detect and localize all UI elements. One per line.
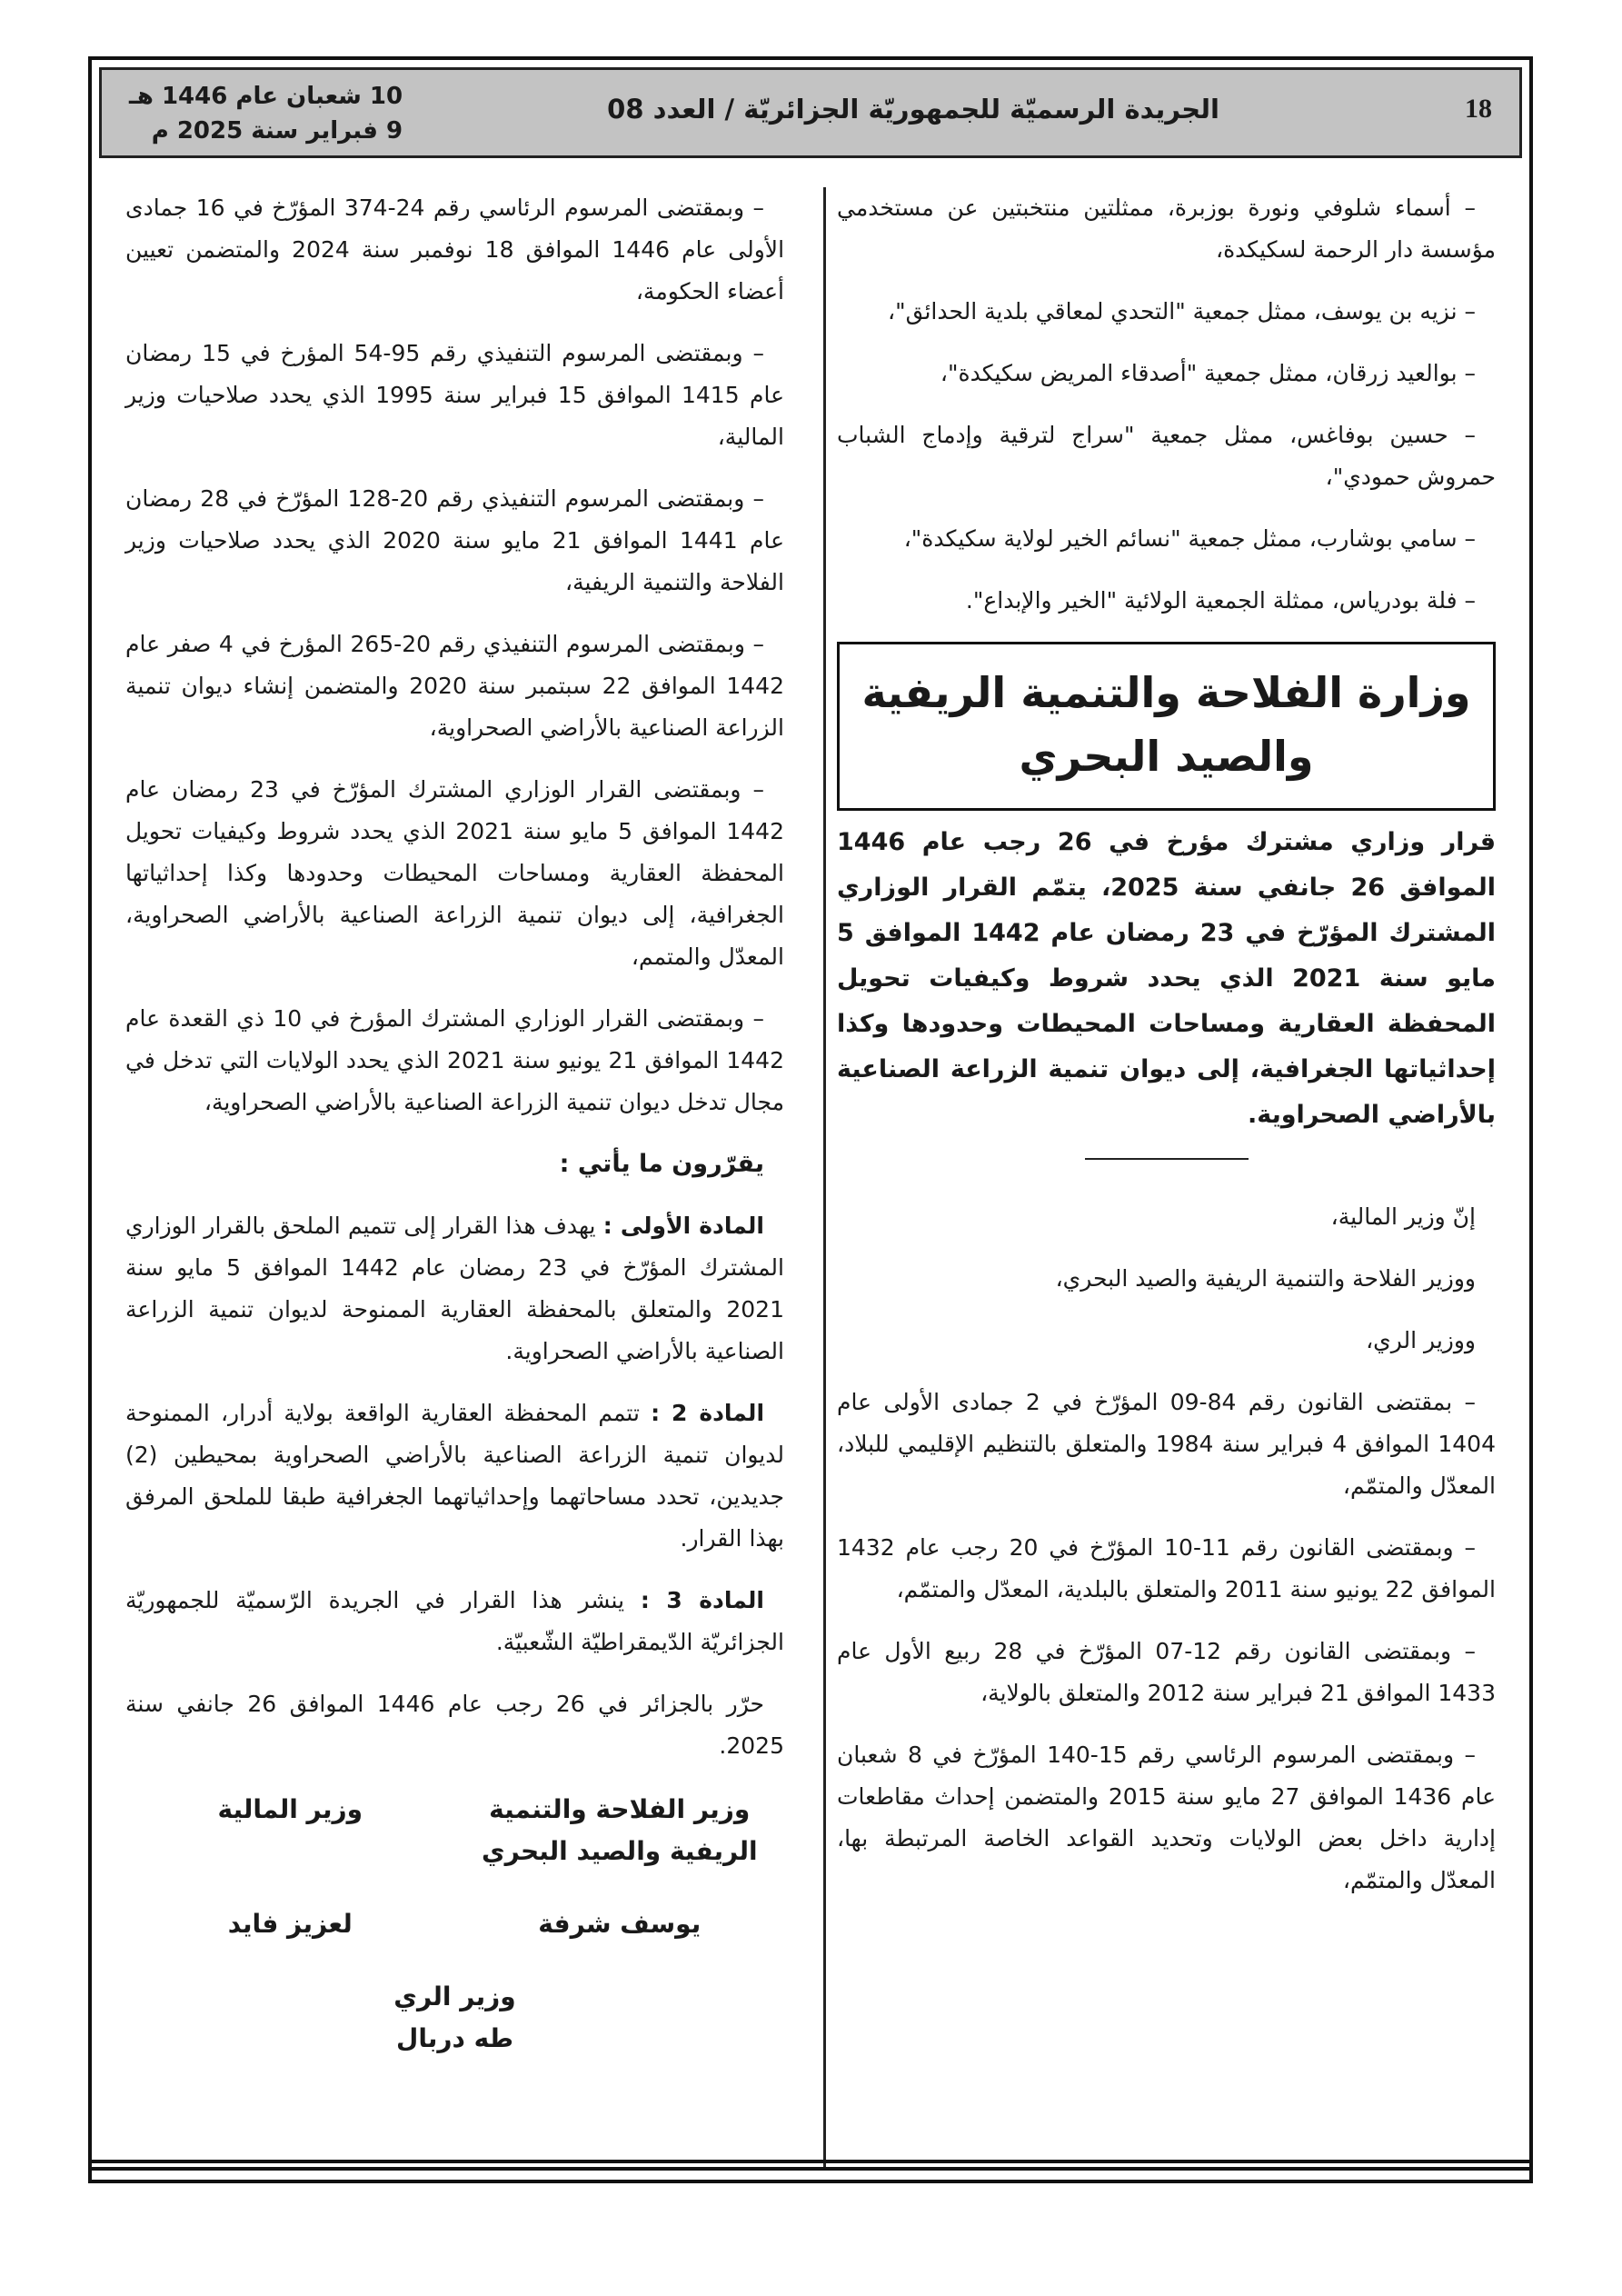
article-label: المادة الأولى :: [602, 1213, 764, 1239]
preamble-item: – وبمقتضى القرار الوزاري المشترك المؤرخ في 10 ذي القعدة عام 1442 الموافق 21 يونيو سنة 2021 الذي يحدد الولايات التي تدخل في مجال تدخل ديوان تنمية الزراعة الصناعية بالأراضي الصحراوية،: [125, 1005, 784, 1115]
water-minister-title: وزير الري: [393, 1982, 516, 2011]
column-divider: [823, 187, 826, 2169]
preamble-item: – وبمقتضى القانون رقم 11-10 المؤرّخ في 20 رجب عام 1432 الموافق 22 يونيو سنة 2011 والمتعلق بالبلدية، المعدّل والمتمّم،: [837, 1534, 1496, 1602]
date-gregorian: 9 فبراير سنة 2025 م: [151, 117, 403, 145]
preamble-item: إنّ وزير المالية،: [1330, 1203, 1476, 1230]
page-frame: [88, 56, 1533, 2183]
date-hijri: 10 شعبان عام 1446 هـ: [129, 83, 403, 110]
left-column: [125, 187, 784, 2060]
article-label: المادة 2 :: [651, 1400, 765, 1426]
issue-date: [129, 79, 403, 148]
closing-statement: حرّر بالجزائر في 26 رجب عام 1446 الموافق 26 جانفي سنة 2025.: [125, 1691, 784, 1759]
signatures: [125, 1789, 784, 2060]
finance-minister-name: لعزيز فايد: [227, 1909, 353, 1939]
member-item: – فلة بودرياس، ممثلة الجمعية الولائية "الخير والإبداع".: [965, 587, 1476, 614]
member-item: – نزيه بن يوسف، ممثل جمعية "التحدي لمعاقي بلدية الحدائق"،: [888, 298, 1476, 324]
gazette-title: الجريدة الرسميّة للجمهوريّة الجزائريّة / العدد 08: [607, 94, 1219, 125]
article: [125, 1205, 784, 1373]
finance-minister-title: وزير المالية: [217, 1794, 363, 1824]
article-text: ينشر هذا القرار في الجريدة الرّسميّة للجمهوريّة الجزائريّة الدّيمقراطيّة الشّعبيّة.: [125, 1587, 784, 1655]
article-text: يهدف هذا القرار إلى تتميم الملحق بالقرار الوزاري المشترك المؤرّخ في 23 رمضان عام 1442 الموافق 5 مايو سنة 2021 والمتعلق بالمحفظة العقارية الممنوحة لديوان تنمية الزراعة الصناعية بالأراضي الصحراوية.: [125, 1213, 784, 1364]
water-minister: [125, 1976, 784, 2060]
preamble-item: ووزير الفلاحة والتنمية الريفية والصيد البحري،: [1055, 1265, 1476, 1292]
preamble-item: – وبمقتضى القرار الوزاري المشترك المؤرّخ في 23 رمضان عام 1442 الموافق 5 مايو سنة 2021 الذي يحدد شروط وكيفيات تحويل المحفظة العقارية ومساحات المحيطات وحدودها وكذا إحداثياتها الجغرافية، إلى ديوان تنمية الزراعة الصناعية بالأراضي الصحراوية، المعدّل والمتمم،: [125, 776, 784, 970]
article: [125, 1580, 784, 1663]
bottom-rule: [88, 2160, 1533, 2174]
preamble-item: – وبمقتضى المرسوم التنفيذي رقم 20-128 المؤرّخ في 28 رمضان عام 1441 الموافق 21 مايو سنة 2020 الذي يحدد صلاحيات وزير الفلاحة والتنمية الريفية،: [125, 485, 784, 595]
preamble-item: ووزير الري،: [1366, 1327, 1476, 1353]
preamble-item: – وبمقتضى القانون رقم 12-07 المؤرّخ في 28 ربيع الأول عام 1433 الموافق 21 فبراير سنة 2012 والمتعلق بالولاية،: [837, 1638, 1496, 1706]
ministry-title-box: وزارة الفلاحة والتنمية الريفية والصيد البحري: [837, 642, 1496, 811]
member-item: – سامي بوشارب، ممثل جمعية "نسائم الخير لولاية سكيكدة"،: [903, 525, 1476, 552]
article-text: تتمم المحفظة العقارية الواقعة بولاية أدرار، الممنوحة لديوان تنمية الزراعة الصناعية بالأراضي الصحراوية بمحيطين (2) جديدين، تحدد مساحاتهما وإحداثياتهما الجغرافية طبقا للملحق المرفق بهذا القرار.: [125, 1400, 784, 1552]
page-number: 18: [1465, 94, 1492, 124]
member-item: – أسماء شلوفي ونورة بوزبرة، ممثلتين منتخبتين عن مستخدمي مؤسسة دار الرحمة لسكيكدة،: [837, 195, 1496, 263]
preamble-item: – وبمقتضى المرسوم الرئاسي رقم 24-374 المؤرّخ في 16 جمادى الأولى عام 1446 الموافق 18 نوفمبر سنة 2024 والمتضمن تعيين أعضاء الحكومة،: [125, 195, 785, 304]
agri-minister-name: يوسف شرفة: [538, 1909, 702, 1939]
right-column: [837, 187, 1496, 1922]
article-label: المادة 3 :: [640, 1587, 764, 1613]
separator-line: [1085, 1158, 1249, 1160]
decides-heading: يقرّرون ما يأتي :: [559, 1150, 764, 1178]
gazette-header: [99, 67, 1522, 158]
preamble-item: – بمقتضى القانون رقم 84-09 المؤرّخ في 2 جمادى الأولى عام 1404 الموافق 4 فبراير سنة 1984 والمتعلق بالتنظيم الإقليمي للبلاد، المعدّل والمتمّم،: [837, 1389, 1496, 1499]
decree-title: قرار وزاري مشترك مؤرخ في 26 رجب عام 1446 الموافق 26 جانفي سنة 2025، يتمّم القرار الوزاري المشترك المؤرّخ في 23 رمضان عام 1442 الموافق 5 مايو سنة 2021 الذي يحدد شروط وكيفيات تحويل المحفظة العقارية ومساحات المحيطات وحدودها وكذا إحداثياتها الجغرافية، إلى ديوان تنمية الزراعة الصناعية بالأراضي الصحراوية.: [837, 828, 1497, 1129]
preamble-item: – وبمقتضى المرسوم الرئاسي رقم 15-140 المؤرّخ في 8 شعبان عام 1436 الموافق 27 مايو سنة 2015 والمتضمن إحداث مقاطعات إدارية داخل بعض الولايات وتحديد القواعد الخاصة المرتبطة بها، المعدّل والمتمّم،: [837, 1742, 1496, 1893]
water-minister-name: طه دربال: [396, 2023, 513, 2053]
preamble-item: – وبمقتضى المرسوم التنفيذي رقم 95-54 المؤرخ في 15 رمضان عام 1415 الموافق 15 فبراير سنة 1995 الذي يحدد صلاحيات وزير المالية،: [125, 340, 784, 450]
preamble-item: – وبمقتضى المرسوم التنفيذي رقم 20-265 المؤرخ في 4 صفر عام 1442 الموافق 22 سبتمبر سنة 2020 والمتضمن إنشاء ديوان تنمية الزراعة الصناعية بالأراضي الصحراوية،: [125, 631, 784, 741]
member-item: – حسين بوفاغس، ممثل جمعية "سراج لترقية وإدماج الشباب حمروش حمودي"،: [837, 422, 1496, 490]
agri-minister-title: وزير الفلاحة والتنمية الريفية والصيد البحري: [481, 1794, 758, 1866]
member-item: – بوالعيد زرقان، ممثل جمعية "أصدقاء المريض سكيكدة"،: [940, 360, 1476, 386]
article: [125, 1393, 784, 1560]
